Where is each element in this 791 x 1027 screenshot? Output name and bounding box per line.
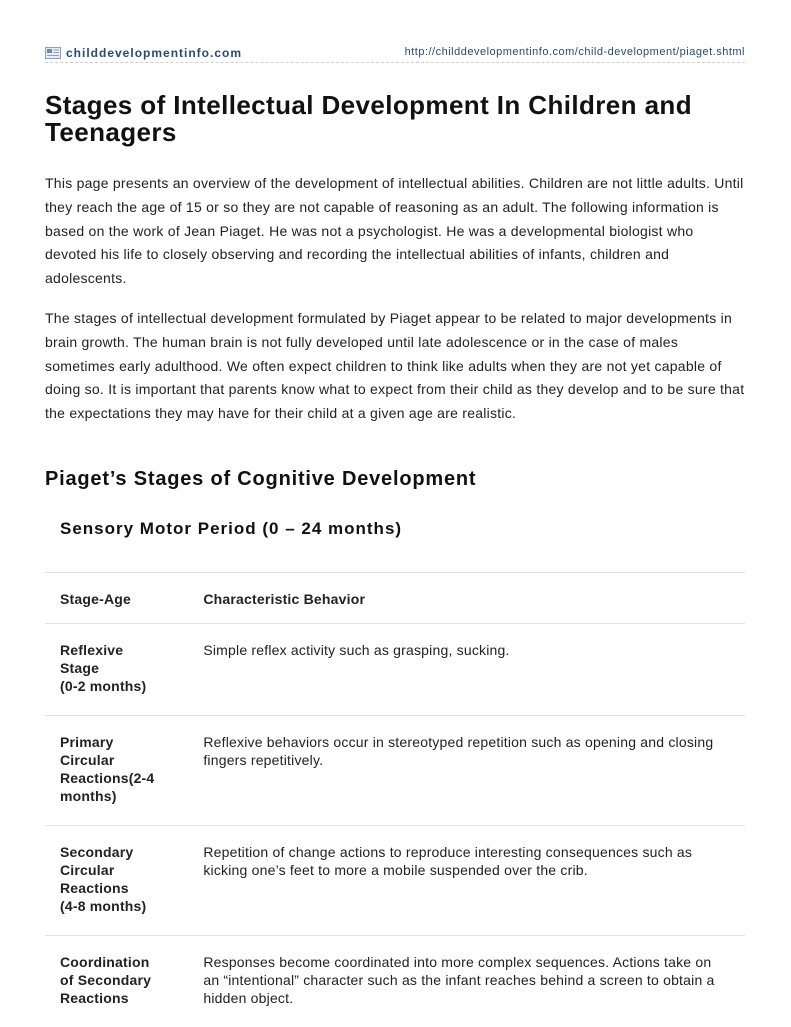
table-row [45, 624, 745, 716]
site-branding[interactable] [45, 46, 242, 60]
page-header [45, 44, 745, 63]
stage-line: Coordination [60, 953, 203, 971]
stage-line: of Secondary [60, 971, 203, 989]
stages-table [45, 572, 745, 1027]
behavior-cell: Responses become coordinated into more complex sequences. Actions take on an “intentional” character such as the infant reaches behind a screen to obtain a hidden object. [203, 936, 745, 1027]
subsection-heading: Sensory Motor Period (0 – 24 months) [60, 519, 402, 539]
stage-line: Reflexive [60, 641, 203, 659]
behavior-cell: Repetition of change actions to reproduce interesting consequences such as kicking one’s feet to more a mobile suspended over the crib. [203, 826, 745, 936]
stage-cell [45, 716, 203, 826]
behavior-cell: Reflexive behaviors occur in stereotyped repetition such as opening and closing fingers repetitively. [203, 716, 745, 826]
stage-cell [45, 936, 203, 1027]
site-logo-icon [45, 47, 61, 59]
stage-line: Circular [60, 751, 203, 769]
section-heading: Piaget’s Stages of Cognitive Development [45, 468, 476, 491]
stage-cell [45, 624, 203, 716]
site-name: childdevelopmentinfo.com [66, 46, 242, 60]
stage-line: Circular [60, 861, 203, 879]
column-header-behavior: Characteristic Behavior [203, 573, 745, 624]
stage-cell [45, 826, 203, 936]
body-paragraph: The stages of intellectual development formulated by Piaget appear to be related to major developments in brain growth. The human brain is not fully developed until late adolescence or in the case of males sometimes early adulthood. We often expect children to think like adults when they are not yet capable of doing so. It is important that parents know what to expect from their child as they develop and to be sure that the expectations they may have for their child at a given age are realistic. [45, 307, 745, 426]
intro-paragraph: This page presents an overview of the development of intellectual abilities. Children are not little adults. Until they reach the age of 15 or so they are not capable of reasoning as an adult. The following information is based on the work of Jean Piaget. He was not a psychologist. He was a developmental biologist who devoted his life to closely observing and recording the intellectual abilities of infants, children and adolescents. [45, 172, 745, 291]
column-header-stage: Stage-Age [45, 573, 203, 624]
table-header-row [45, 573, 745, 624]
stage-line: (0-2 months) [60, 677, 203, 695]
page-url[interactable]: http://childdevelopmentinfo.com/child-development/piaget.shtml [405, 46, 745, 58]
stage-line: Reactions [60, 989, 203, 1007]
stage-line: Primary [60, 733, 203, 751]
table-row [45, 826, 745, 936]
behavior-cell: Simple reflex activity such as grasping, sucking. [203, 624, 745, 716]
stage-line: Reactions(2-4 [60, 769, 203, 787]
page-title: Stages of Intellectual Development In Children and Teenagers [45, 92, 755, 146]
table-row [45, 936, 745, 1027]
stage-line: Secondary [60, 843, 203, 861]
table-row [45, 716, 745, 826]
stage-line: (4-8 months) [60, 897, 203, 915]
stage-line: Stage [60, 659, 203, 677]
stage-line: months) [60, 787, 203, 805]
stage-line: Reactions [60, 879, 203, 897]
